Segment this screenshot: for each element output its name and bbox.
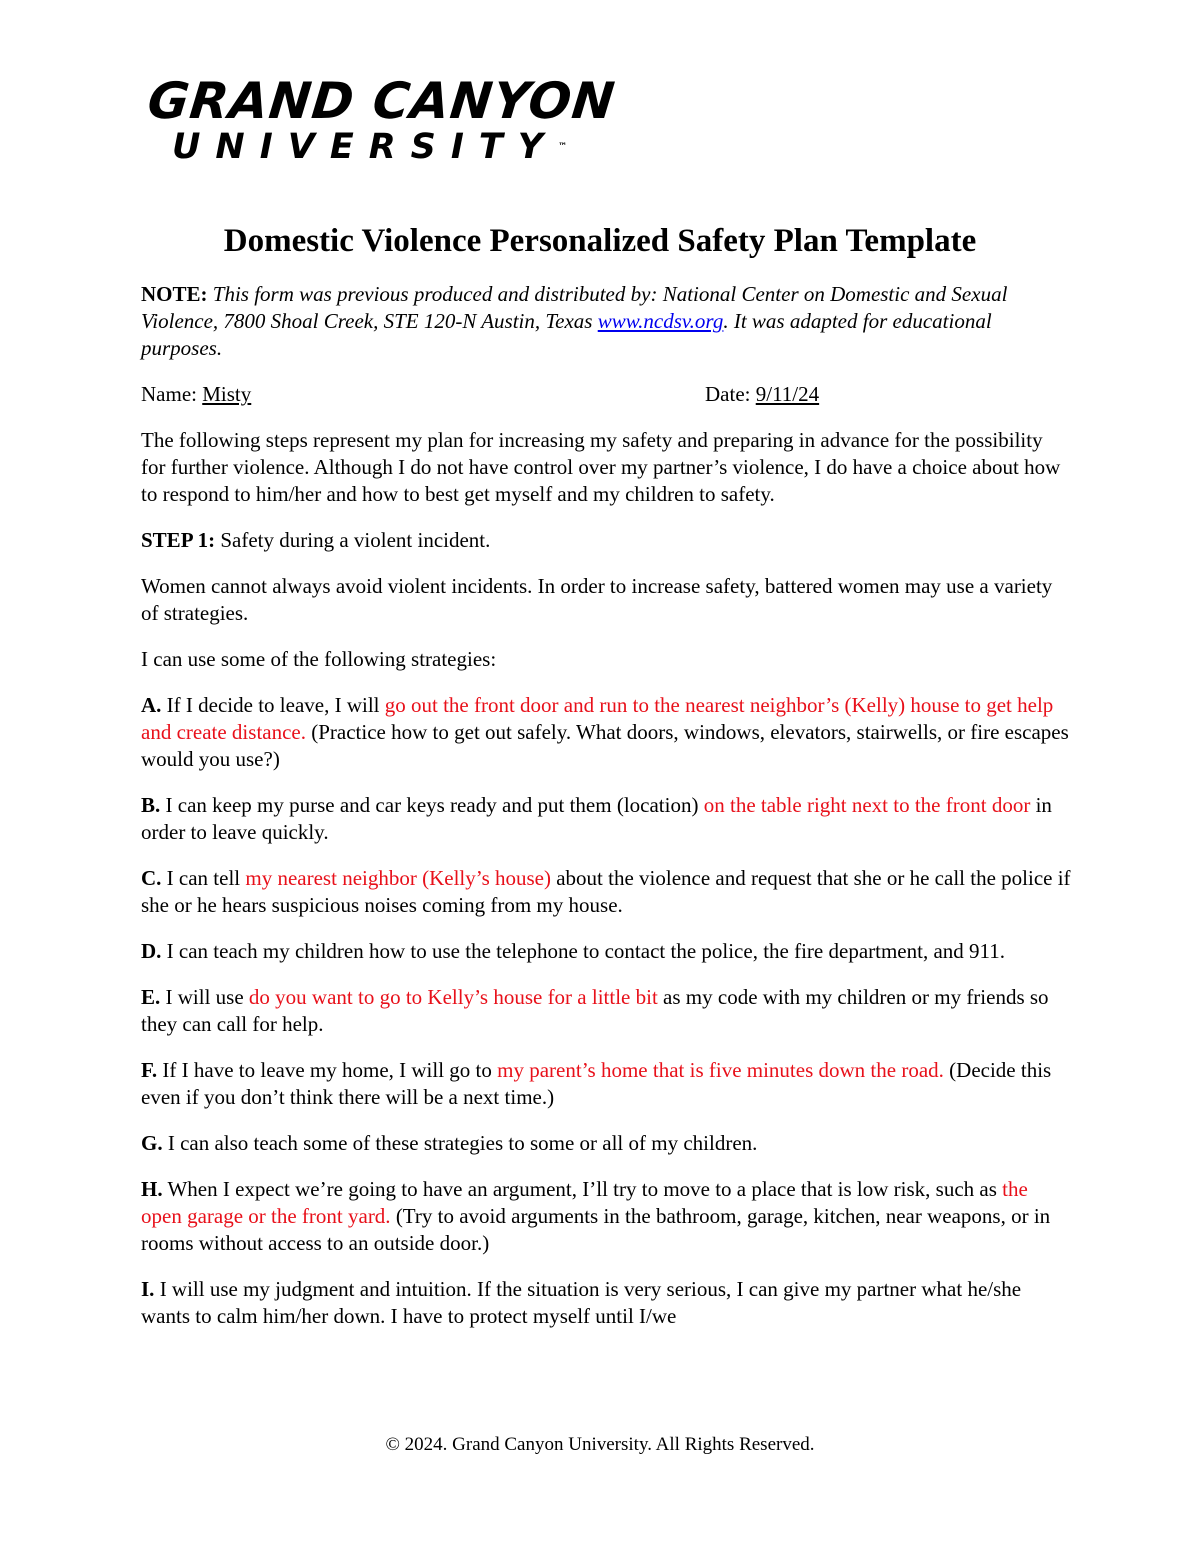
item-h-post: (Try to avoid arguments in the bathroom, garage, kitchen, near weapons, or in rooms without access to an outside door.) [141,1204,1051,1255]
item-c-pre: I can tell [161,866,246,890]
item-h [141,1176,1071,1257]
step-1-text: Safety during a violent incident. [215,528,491,552]
date-block [705,381,819,408]
item-b-letter: B. [141,793,161,817]
item-i [141,1276,1071,1330]
step-1-heading [141,527,1071,554]
item-g-text: I can also teach some of these strategies to some or all of my children. [162,1131,758,1155]
item-b-post: in order to leave quickly. [141,793,1052,844]
note-paragraph [141,281,1071,362]
logo-line-1: GRAND CANYON [144,72,619,130]
date-value: 9/11/24 [755,382,820,406]
item-i-letter: I. [141,1277,155,1301]
item-a [141,692,1071,773]
gcu-logo [144,72,619,167]
item-b-answer: on the table right next to the front door [703,793,1031,817]
copyright-footer: © 2024. Grand Canyon University. All Rights Reserved. [385,1434,815,1455]
item-d-letter: D. [141,939,162,963]
step-1-label: STEP 1: [141,528,216,552]
item-i-text: I will use my judgment and intuition. If the situation is very serious, I can give my partner what he/she wants to calm him/her down. I have to protect myself until I/we [141,1277,1022,1328]
item-a-post: (Practice how to get out safely. What doors, windows, elevators, stairwells, or fire escapes would you use?) [141,720,1069,771]
item-d-text: I can teach my children how to use the telephone to contact the police, the fire department, and 911. [161,939,1006,963]
intro-paragraph: The following steps represent my plan for increasing my safety and preparing in advance for the possibility for further violence. Although I do not have control over my partner’s violence, I do have a choice about how to respond to him/her and how to best get myself and my children to safety. [141,428,1061,506]
name-date-row [141,381,1071,408]
note-body: This form was previous produced and distributed by: National Center on Domestic and Sexual Violence, 7800 Shoal Creek, STE 120-N Austin, Texas [141,282,1008,333]
item-a-pre: If I decide to leave, I will [161,693,385,717]
name-label: Name: [141,382,203,406]
item-f-letter: F. [141,1058,158,1082]
ncdsv-link[interactable]: www.ncdsv.org [597,309,724,333]
note-body-end: . It was adapted for educational purposes. [141,309,992,360]
item-b [141,792,1071,846]
item-f-post: (Decide this even if you don’t think there will be a next time.) [141,1058,1052,1109]
item-h-answer: the open garage or the front yard. [141,1177,1028,1228]
item-e-post: as my code with my children or my friends so they can call for help. [141,985,1049,1036]
item-c [141,865,1071,919]
logo-line-2-text: UNIVERSITY [172,127,559,167]
item-e-letter: E. [141,985,161,1009]
item-f [141,1057,1071,1111]
item-d [141,938,1071,965]
item-g [141,1130,1071,1157]
item-h-pre: When I expect we’re going to have an argument, I’ll try to move to a place that is low risk, such as [162,1177,1003,1201]
name-value: Misty [202,382,252,406]
item-f-answer: my parent’s home that is five minutes down the road. [497,1058,944,1082]
date-label: Date: [705,382,756,406]
page-title: Domestic Violence Personalized Safety Plan Template [223,223,977,259]
item-e-answer: do you want to go to Kelly’s house for a little bit [248,985,658,1009]
item-c-answer: my nearest neighbor (Kelly’s house) [245,866,551,890]
trademark-symbol: ™ [558,142,568,152]
item-a-answer: go out the front door and run to the nearest neighbor’s (Kelly) house to get help and create distance. [141,693,1054,744]
item-c-letter: C. [141,866,162,890]
item-e [141,984,1071,1038]
document-body [141,281,1071,1349]
item-h-letter: H. [141,1177,163,1201]
item-e-pre: I will use [160,985,249,1009]
item-c-post: about the violence and request that she or he call the police if she or he hears suspicious noises coming from my house. [141,866,1071,917]
women-paragraph: Women cannot always avoid violent incidents. In order to increase safety, battered women may use a variety of strategies. [141,574,1053,625]
note-label: NOTE: [141,282,208,306]
logo-line-2 [172,128,568,166]
item-f-pre: If I have to leave my home, I will go to [157,1058,498,1082]
item-a-letter: A. [141,693,162,717]
item-b-pre: I can keep my purse and car keys ready and put them (location) [160,793,704,817]
strategies-intro: I can use some of the following strategies: [141,647,497,671]
item-g-letter: G. [141,1131,163,1155]
